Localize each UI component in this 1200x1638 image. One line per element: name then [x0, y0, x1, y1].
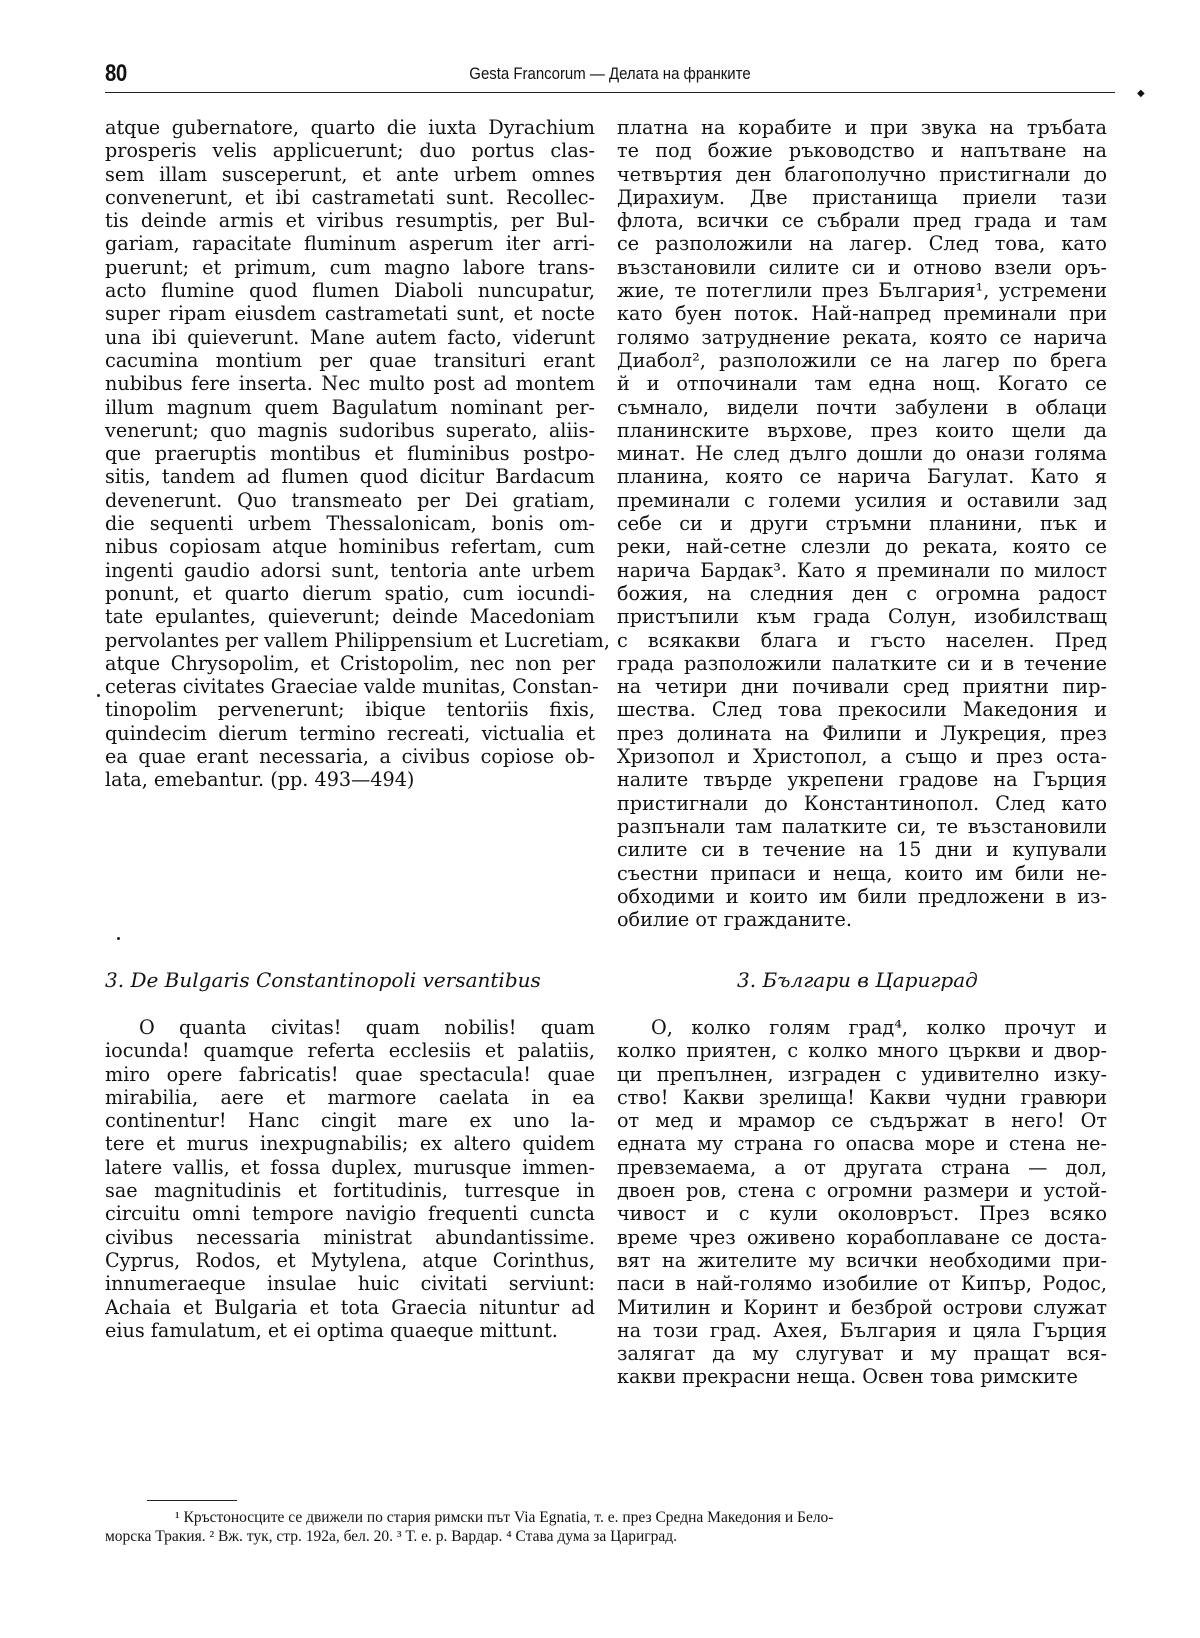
margin-dot	[97, 694, 100, 697]
text-line: una ibi quieverunt. Mane autem facto, viderunt	[105, 325, 595, 349]
text-line: nubibus fere inserta. Nec multo post ad montem	[105, 372, 595, 396]
text-line: puerunt; et primum, cum magno labore trans-	[105, 255, 595, 279]
text-line: силите си в течение на 15 дни и купували	[617, 838, 1107, 862]
text-line: на този град. Ахея, България и цяла Гърция	[617, 1318, 1107, 1342]
text-line: Диабол², разположили се на лагер по брега	[617, 348, 1107, 372]
text-line: нарича Бардак³. Като я преминали по милост	[617, 558, 1107, 582]
text-line: възстановили силите си и отново взели оръ-	[617, 255, 1107, 279]
text-line: вят на жителите му всички необходими при-	[617, 1248, 1107, 1272]
text-line: се разположили на лагер. След това, като	[617, 232, 1107, 256]
text-line: quindecim dierum termino recreati, victualia et	[105, 721, 595, 745]
page-number: 80	[105, 60, 127, 87]
text-line: venerunt; quo magnis sudoribus superato, aliis-	[105, 418, 595, 442]
latin-column	[105, 116, 610, 792]
text-line: tere et murus inexpugnabilis; ex altero quidem	[105, 1132, 595, 1156]
page	[105, 58, 1115, 1545]
text-line: gariam, rapacitate fluminum asperum iter arri-	[105, 232, 595, 256]
text-line: tinopolim pervenerunt; ibique tentoriis fixis,	[105, 698, 595, 722]
text-line: двоен ров, стена с огромни размери и устой-	[617, 1179, 1107, 1203]
text-line: latere vallis, et fossa duplex, murusque immen-	[105, 1155, 595, 1179]
text-line: atque gubernatore, quarto die iuxta Dyrachium	[105, 116, 595, 139]
text-line: планина, която се нарича Багулат. Като я	[617, 465, 1107, 489]
text-line: шества. След това прекосили Македония и	[617, 698, 1107, 722]
text-line: време чрез оживено корабоплаване се доста-	[617, 1225, 1107, 1249]
text-line: съестни припаси и неща, които им били не-	[617, 861, 1107, 885]
text-line: през долината на Филипи и Лукреция, през	[617, 721, 1107, 745]
text-line: sae magnitudinis et fortitudinis, turresque in	[105, 1179, 595, 1203]
text-line: минат. Не след дълго дошли до онази голяма	[617, 442, 1107, 466]
text-line: innumeraeque insulae huic civitati serviunt:	[105, 1272, 595, 1296]
running-head	[105, 58, 1115, 93]
text-line: с всякакви блага и гъсто населен. Пред	[617, 628, 1107, 652]
text-line: ceteras civitates Graeciae valde munitas, Constan-	[105, 675, 599, 699]
text-line: преминали с големи усилия и оставили зад	[617, 488, 1107, 512]
text-line: Хризопол и Христопол, а също и през оста-	[617, 745, 1107, 769]
text-line: на четири дни почивали сред приятни пир-	[617, 675, 1107, 699]
text-line: обходими и които им били предложени в из-	[617, 884, 1107, 908]
running-title: Gesta Francorum — Делата на франките	[469, 64, 751, 83]
text-line: eius famulatum, et ei optima quaeque mittunt.	[105, 1318, 558, 1342]
text-line: prosperis velis applicuerunt; duo portus clas-	[105, 139, 595, 163]
text-line: те под божие ръководство и напътване на	[617, 139, 1107, 163]
text-line: залягат да му слугуват и му пращат вся-	[617, 1342, 1107, 1366]
bulgarian-section-title: 3. Българи в Цариград	[737, 968, 978, 992]
text-line: que praeruptis montibus et fluminibus postpo-	[105, 442, 595, 466]
bulgarian-column	[617, 116, 1107, 931]
text-line: lata, emebantur. (pp. 493—494)	[105, 768, 415, 792]
text-line: обилие от гражданите.	[617, 908, 852, 932]
text-line: miro opere fabricatis! quae spectacula! quae	[105, 1062, 595, 1086]
text-line: превземаема, а от другата страна — дол,	[617, 1155, 1107, 1179]
text-line: tate epulantes, quieverunt; deinde Macedoniam	[105, 605, 595, 629]
text-line: планинските върхове, през които щели да	[617, 418, 1107, 442]
text-line: mirabilia, aere et marmore caelata in ea	[105, 1085, 595, 1109]
text-line: illum magnum quem Bagulatum nominant per-	[105, 395, 595, 419]
text-line: себе си и други стръмни планини, пък и	[617, 512, 1107, 536]
text-line: ingenti gaudio adorsi sunt, tentoria ante urbem	[105, 558, 595, 582]
text-line: acto flumine quod flumen Diaboli nuncupatur,	[105, 279, 595, 303]
bulgarian-section-3-text	[617, 1016, 1107, 1389]
text-line: Cyprus, Rodos, et Mytylena, atque Corinthus,	[105, 1248, 595, 1272]
text-line: пристигнали до Константинопол. След като	[617, 791, 1107, 815]
text-line: от мед и мрамор се съдържат в него! От	[617, 1109, 1107, 1133]
text-line: разпънали там палатките си, те възстановили	[617, 814, 1107, 838]
text-line: жие, те потеглили през България¹, устремени	[617, 279, 1107, 303]
text-line: sitis, tandem ad flumen quod dicitur Bardacum	[105, 465, 595, 489]
text-line: super ripam eiusdem castrametati sunt, et nocte	[105, 302, 595, 326]
text-line: какви прекрасни неща. Освен това римските	[617, 1365, 1078, 1389]
text-line: devenerunt. Quo transmeato per Dei gratiam,	[105, 488, 595, 512]
text-line: ea quae erant necessaria, a civibus copiose ob-	[105, 745, 595, 769]
text-line: божия, на следния ден с огромна радост	[617, 581, 1107, 605]
text-line: флота, всички се събрали пред града и там	[617, 209, 1107, 233]
footnote-rule	[147, 1500, 237, 1501]
text-line: circuitu omni tempore navigio frequenti cuncta	[105, 1202, 595, 1226]
text-line: tis deinde armis et viribus resumptis, per Bul-	[105, 209, 595, 233]
latin-section-3-text	[105, 1016, 595, 1342]
text-line: пристъпили към града Солун, изобилстващ	[617, 605, 1107, 629]
latin-section-title: 3. De Bulgaris Constantinopoli versantibus	[105, 968, 541, 992]
text-line: О, колко голям град⁴, колко прочут и	[651, 1016, 1107, 1039]
text-line: continentur! Hanc cingit mare ex uno la-	[105, 1109, 595, 1133]
text-line: atque Chrysopolim, et Cristopolim, nec non per	[105, 651, 595, 675]
text-line: четвъртия ден благополучно пристигнали до	[617, 162, 1107, 186]
footnote-line-1: ¹ Кръстоносците се движели по стария римски път Via Egnatia, т. е. през Средна Македония и Бело-	[175, 1509, 834, 1526]
text-line: ство! Какви зрелища! Какви чудни гравюри	[617, 1085, 1107, 1109]
text-line: града разположили палатките си и в течение	[617, 651, 1107, 675]
text-line: pervolantes per vallem Philippensium et Lucretiam,	[105, 628, 610, 652]
text-line: Дирахиум. Две пристанища приели тази	[617, 185, 1107, 209]
text-line: civibus necessaria ministrat abundantissime.	[105, 1225, 595, 1249]
text-line: чивост и с кули околовръст. През всяко	[617, 1202, 1107, 1226]
text-line: голямо затруднение реката, която се нарича	[617, 325, 1107, 349]
footnote-line-2: морска Тракия. ² Вж. тук, стр. 192а, бел. 20. ³ Т. е. р. Вардар. ⁴ Става дума за Цариград.	[105, 1528, 677, 1545]
text-line: O quanta civitas! quam nobilis! quam	[139, 1016, 595, 1039]
text-line: iocunda! quamque referta ecclesiis et palatiis,	[105, 1039, 595, 1063]
text-line: ци препълнен, изграден с удивително изку-	[617, 1062, 1107, 1086]
text-line: съмнало, видели почти забулени в облаци	[617, 395, 1107, 419]
text-line: налите твърде укрепени градове на Гърция	[617, 768, 1107, 792]
text-line: sem illam susceperunt, et ante urbem omnes	[105, 162, 595, 186]
text-line: nibus copiosam atque hominibus refertam, cum	[105, 535, 595, 559]
text-line: й и отпочинали там една нощ. Когато се	[617, 372, 1107, 396]
text-line: convenerunt, et ibi castrametati sunt. Recollec-	[105, 185, 595, 209]
text-line: платна на корабите и при звука на тръбата	[617, 116, 1107, 139]
text-line: като буен поток. Най-напред преминали при	[617, 302, 1107, 326]
text-line: ponunt, et quarto dierum spatio, cum iocundi-	[105, 581, 595, 605]
footnotes	[105, 1508, 1115, 1546]
margin-dot	[117, 937, 120, 940]
text-line: Achaia et Bulgaria et tota Graecia nituntur ad	[105, 1295, 595, 1319]
text-line: die sequenti urbem Thessalonicam, bonis om-	[105, 512, 595, 536]
text-line: паси в най-голямо изобилие от Кипър, Родос,	[617, 1272, 1107, 1296]
text-line: колко приятен, с колко много църкви и двор-	[617, 1039, 1107, 1063]
text-line: реки, най-сетне слезли до реката, която се	[617, 535, 1107, 559]
margin-arrow-mark: ◆	[1137, 88, 1145, 99]
text-line: cacumina montium per quae transituri erant	[105, 348, 595, 372]
text-line: Митилин и Коринт и безброй острови служат	[617, 1295, 1107, 1319]
text-line: едната му страна го опасва море и стена не-	[617, 1132, 1107, 1156]
